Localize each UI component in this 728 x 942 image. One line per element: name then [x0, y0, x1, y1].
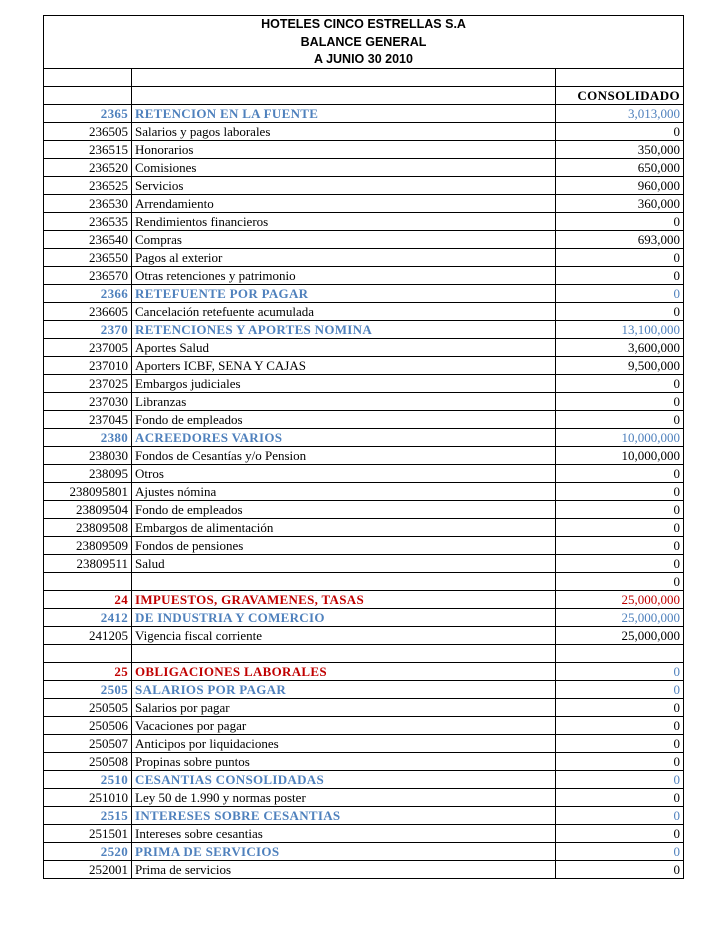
consolidated-value-cell: 10,000,000	[556, 447, 684, 465]
account-name-cell: Embargos de alimentación	[132, 519, 556, 537]
table-row	[44, 285, 684, 303]
account-code-cell: 236525	[44, 177, 132, 195]
consolidated-value-cell: 10,000,000	[556, 429, 684, 447]
table-row	[44, 375, 684, 393]
table-row	[44, 213, 684, 231]
account-name-cell: Arrendamiento	[132, 195, 556, 213]
table-row	[44, 573, 684, 591]
account-code-cell: 236540	[44, 231, 132, 249]
account-code-cell: 250506	[44, 716, 132, 734]
consolidated-value-cell: 0	[556, 465, 684, 483]
account-code-cell: 237010	[44, 357, 132, 375]
consolidated-value-cell: 0	[556, 698, 684, 716]
consolidated-value-cell: 0	[556, 393, 684, 411]
account-code-cell: 237005	[44, 339, 132, 357]
consolidated-value-cell: 650,000	[556, 159, 684, 177]
account-code-cell: 236550	[44, 249, 132, 267]
header-row-date	[44, 51, 684, 69]
table-row	[44, 788, 684, 806]
account-name-cell: Propinas sobre puntos	[132, 752, 556, 770]
consolidated-value-cell: 0	[556, 752, 684, 770]
balance-sheet-table	[43, 15, 684, 879]
consolidated-value-cell: 3,013,000	[556, 105, 684, 123]
account-code-cell: 2370	[44, 321, 132, 339]
account-name-cell: Embargos judiciales	[132, 375, 556, 393]
consolidated-value-cell: 0	[556, 842, 684, 860]
consolidated-value-cell: 360,000	[556, 195, 684, 213]
table-row	[44, 609, 684, 627]
consolidated-value-cell: 350,000	[556, 141, 684, 159]
consolidated-value-cell: 0	[556, 213, 684, 231]
table-row	[44, 105, 684, 123]
account-name-cell: OBLIGACIONES LABORALES	[132, 662, 556, 680]
table-row	[44, 231, 684, 249]
consolidated-value-cell: 0	[556, 375, 684, 393]
account-name-cell: PRIMA DE SERVICIOS	[132, 842, 556, 860]
account-name-cell: Fondos de Cesantías y/o Pension	[132, 447, 556, 465]
account-name-cell: Salarios y pagos laborales	[132, 123, 556, 141]
account-code-cell	[44, 645, 132, 663]
table-row	[44, 249, 684, 267]
table-row	[44, 842, 684, 860]
account-code-cell: 236605	[44, 303, 132, 321]
table-row	[44, 734, 684, 752]
account-name-cell: CESANTIAS CONSOLIDADAS	[132, 770, 556, 788]
account-name-cell: Servicios	[132, 177, 556, 195]
account-code-cell: 236505	[44, 123, 132, 141]
report-title: BALANCE GENERAL	[44, 33, 684, 51]
account-name-cell	[132, 573, 556, 591]
table-row	[44, 303, 684, 321]
consolidated-value-cell: 0	[556, 680, 684, 698]
consolidated-value-cell: 0	[556, 788, 684, 806]
spacer-row	[44, 69, 684, 87]
column-label-consolidado: CONSOLIDADO	[556, 87, 684, 105]
account-code-cell: 2515	[44, 806, 132, 824]
account-name-cell: Otros	[132, 465, 556, 483]
account-name-cell: INTERESES SOBRE CESANTIAS	[132, 806, 556, 824]
table-row	[44, 357, 684, 375]
account-name-cell: Cancelación retefuente acumulada	[132, 303, 556, 321]
account-code-cell: 23809504	[44, 501, 132, 519]
account-code-cell: 237045	[44, 411, 132, 429]
table-row	[44, 465, 684, 483]
consolidated-value-cell: 0	[556, 806, 684, 824]
table-row	[44, 752, 684, 770]
account-code-cell: 238095801	[44, 483, 132, 501]
account-code-cell: 250507	[44, 734, 132, 752]
table-row	[44, 627, 684, 645]
table-row	[44, 519, 684, 537]
column-header-row	[44, 87, 684, 105]
table-row	[44, 447, 684, 465]
account-code-cell: 238095	[44, 465, 132, 483]
account-name-cell: Fondo de empleados	[132, 411, 556, 429]
account-code-cell: 2366	[44, 285, 132, 303]
consolidated-value-cell: 9,500,000	[556, 357, 684, 375]
account-code-cell: 2510	[44, 770, 132, 788]
consolidated-value-cell: 0	[556, 519, 684, 537]
account-name-cell: Aportes Salud	[132, 339, 556, 357]
consolidated-value-cell: 0	[556, 249, 684, 267]
table-row	[44, 824, 684, 842]
consolidated-value-cell: 0	[556, 555, 684, 573]
table-row	[44, 141, 684, 159]
account-name-cell: Salarios por pagar	[132, 698, 556, 716]
account-name-cell: Libranzas	[132, 393, 556, 411]
account-code-cell: 251010	[44, 788, 132, 806]
account-name-cell: Intereses sobre cesantias	[132, 824, 556, 842]
table-row	[44, 159, 684, 177]
account-code-cell: 238030	[44, 447, 132, 465]
account-name-cell: Honorarios	[132, 141, 556, 159]
table-row	[44, 483, 684, 501]
account-code-cell: 2412	[44, 609, 132, 627]
consolidated-value-cell: 0	[556, 770, 684, 788]
account-name-cell: RETEFUENTE POR PAGAR	[132, 285, 556, 303]
consolidated-value-cell: 0	[556, 411, 684, 429]
account-code-cell: 236535	[44, 213, 132, 231]
account-code-cell: 236570	[44, 267, 132, 285]
table-row	[44, 591, 684, 609]
account-code-cell: 236515	[44, 141, 132, 159]
account-name-cell: Comisiones	[132, 159, 556, 177]
account-code-cell	[44, 573, 132, 591]
empty-cell	[132, 87, 556, 105]
account-code-cell: 250508	[44, 752, 132, 770]
account-name-cell: Fondos de pensiones	[132, 537, 556, 555]
table-row	[44, 555, 684, 573]
account-name-cell: Compras	[132, 231, 556, 249]
consolidated-value-cell: 3,600,000	[556, 339, 684, 357]
table-row	[44, 680, 684, 698]
consolidated-value-cell: 25,000,000	[556, 609, 684, 627]
account-name-cell: DE INDUSTRIA Y COMERCIO	[132, 609, 556, 627]
consolidated-value-cell: 0	[556, 662, 684, 680]
table-row	[44, 429, 684, 447]
consolidated-value-cell: 25,000,000	[556, 627, 684, 645]
account-code-cell: 236520	[44, 159, 132, 177]
account-name-cell: Ajustes nómina	[132, 483, 556, 501]
table-row	[44, 123, 684, 141]
account-code-cell: 236530	[44, 195, 132, 213]
account-code-cell: 2520	[44, 842, 132, 860]
account-code-cell: 2380	[44, 429, 132, 447]
consolidated-value-cell: 0	[556, 285, 684, 303]
consolidated-value-cell: 0	[556, 860, 684, 878]
report-date: A JUNIO 30 2010	[44, 51, 684, 69]
account-name-cell: Pagos al exterior	[132, 249, 556, 267]
account-name-cell: Fondo de empleados	[132, 501, 556, 519]
account-code-cell: 2505	[44, 680, 132, 698]
account-name-cell: IMPUESTOS, GRAVAMENES, TASAS	[132, 591, 556, 609]
account-name-cell	[132, 645, 556, 663]
account-code-cell: 23809508	[44, 519, 132, 537]
account-name-cell: Otras retenciones y patrimonio	[132, 267, 556, 285]
consolidated-value-cell: 0	[556, 483, 684, 501]
account-code-cell: 252001	[44, 860, 132, 878]
empty-cell	[44, 69, 132, 87]
table-row	[44, 537, 684, 555]
account-name-cell: Prima de servicios	[132, 860, 556, 878]
table-row	[44, 501, 684, 519]
table-row	[44, 321, 684, 339]
consolidated-value-cell: 0	[556, 303, 684, 321]
table-row	[44, 716, 684, 734]
account-code-cell: 24	[44, 591, 132, 609]
consolidated-value-cell: 0	[556, 267, 684, 285]
consolidated-value-cell: 0	[556, 734, 684, 752]
account-name-cell: Aporters ICBF, SENA Y CAJAS	[132, 357, 556, 375]
table-row	[44, 645, 684, 663]
account-code-cell: 23809511	[44, 555, 132, 573]
account-name-cell: Salud	[132, 555, 556, 573]
table-row	[44, 411, 684, 429]
consolidated-value-cell	[556, 645, 684, 663]
table-row	[44, 177, 684, 195]
table-row	[44, 698, 684, 716]
table-row	[44, 662, 684, 680]
account-name-cell: Rendimientos financieros	[132, 213, 556, 231]
consolidated-value-cell: 0	[556, 716, 684, 734]
table-row	[44, 860, 684, 878]
account-name-cell: RETENCION EN LA FUENTE	[132, 105, 556, 123]
account-code-cell: 23809509	[44, 537, 132, 555]
account-name-cell: Vacaciones por pagar	[132, 716, 556, 734]
table-row	[44, 806, 684, 824]
empty-cell	[556, 69, 684, 87]
table-row	[44, 770, 684, 788]
account-code-cell: 237025	[44, 375, 132, 393]
consolidated-value-cell: 0	[556, 824, 684, 842]
account-name-cell: Vigencia fiscal corriente	[132, 627, 556, 645]
account-code-cell: 237030	[44, 393, 132, 411]
account-name-cell: Ley 50 de 1.990 y normas poster	[132, 788, 556, 806]
account-code-cell: 25	[44, 662, 132, 680]
consolidated-value-cell: 0	[556, 573, 684, 591]
table-row	[44, 267, 684, 285]
consolidated-value-cell: 13,100,000	[556, 321, 684, 339]
account-name-cell: SALARIOS POR PAGAR	[132, 680, 556, 698]
company-name: HOTELES CINCO ESTRELLAS S.A	[44, 16, 684, 34]
header-row-company	[44, 16, 684, 34]
table-row	[44, 195, 684, 213]
account-code-cell: 241205	[44, 627, 132, 645]
account-code-cell: 2365	[44, 105, 132, 123]
empty-cell	[132, 69, 556, 87]
empty-cell	[44, 87, 132, 105]
consolidated-value-cell: 693,000	[556, 231, 684, 249]
account-name-cell: ACREEDORES VARIOS	[132, 429, 556, 447]
account-name-cell: RETENCIONES Y APORTES NOMINA	[132, 321, 556, 339]
account-code-cell: 251501	[44, 824, 132, 842]
header-row-title	[44, 33, 684, 51]
consolidated-value-cell: 960,000	[556, 177, 684, 195]
consolidated-value-cell: 0	[556, 537, 684, 555]
account-code-cell: 250505	[44, 698, 132, 716]
table-row	[44, 339, 684, 357]
consolidated-value-cell: 0	[556, 123, 684, 141]
table-row	[44, 393, 684, 411]
consolidated-value-cell: 25,000,000	[556, 591, 684, 609]
consolidated-value-cell: 0	[556, 501, 684, 519]
account-name-cell: Anticipos por liquidaciones	[132, 734, 556, 752]
